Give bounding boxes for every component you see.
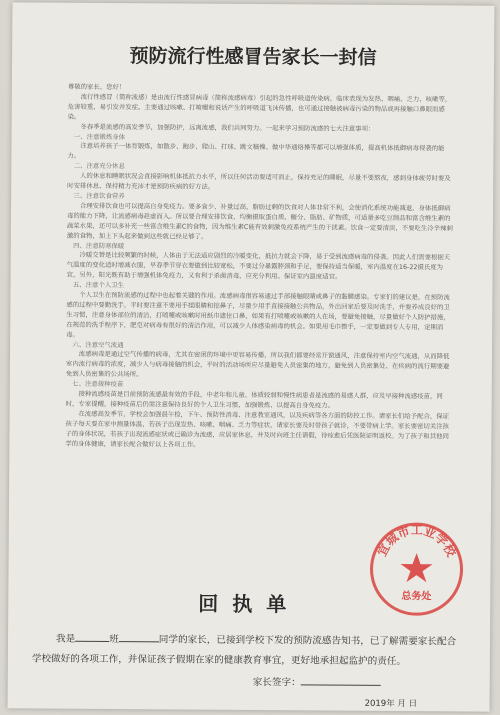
document-page <box>8 2 495 711</box>
section-heading: 六、注意空气流通 <box>72 340 124 349</box>
class-blank-field[interactable] <box>75 631 109 642</box>
greeting: 尊敬的家长，您好！ <box>67 82 126 92</box>
section-heading: 三、注意饮食营养 <box>73 191 125 201</box>
section-heading: 四、注意防寒保暖 <box>73 241 125 250</box>
section-heading: 二、注意充分休息 <box>73 162 125 171</box>
section-text: 注意培养孩子一体育锻炼，如散步、跑步、爬山、打球、跳文稿操、做中华通络操等都可以增强体质，提高机体抵御病毒侵袭的能力。 <box>67 142 445 161</box>
receipt-line-1: 我是 班 同学的家长，已接到学校下发的预防流感告知书，已了解需要家长配合 <box>56 631 466 650</box>
intro-paragraph: 冬春季是流感的高发季节，加强防护，远离流感，我们共同努力。一起来学习预防流感的七大注意事项： <box>80 122 375 133</box>
section-text: 接种流感疫苗是目前预防流感最有效的手段，中老年和儿童、体质较弱和慢性病患者是流感的易感人群，应及早接种流感疫苗，同时，专家提醒，接种疫苗后仍需注意保持良好的个人卫生习惯，加强锻炼、以提高自身免疫力。 <box>65 389 443 410</box>
letter-body <box>65 83 456 452</box>
receipt-date: 2019年 月 日 <box>364 698 418 710</box>
section-text: 人的休息和睡眠状况会直接影响机体抵抗力水平，所以任何活动要适可而止，保持充足的睡眠，尽量不要熬夜，感到身体疲劳时要及时安排休息，保持精力充沛才是预防疾病的好方法。 <box>67 171 451 191</box>
section-heading: 七、注意接种疫苗 <box>72 379 124 389</box>
receipt-title: 回执单 <box>198 591 301 617</box>
section-text: 冷暖交替是比较频繁的时候，人体由于无法适应剧烈的冷暖变化，抵抗力就会下降，易于受到流感病毒的侵袭。因此人们需要根据天气温度的变化适时增减衣服，早春季节穿衣要做到比较宽松，不要过分暴露脖颈和手足，要保持适当保暖，室内温度在16-22摄氏度为宜，另外，阳光既有助于增强机体免疫力，又有利于杀菌消毒，应充分利用。保证室内温度适宜。 <box>66 251 451 281</box>
parent-signature-field[interactable] <box>301 674 381 686</box>
document-title: 预防流行性感冒告家长一封信 <box>129 45 377 69</box>
star-icon <box>400 553 432 582</box>
intro-paragraph: 流行性感冒（简称流感）是由流行性感冒病毒（简称流感病毒）引起的急性呼吸道传染病，临床表现为发热、咽痛、乏力、咳嗽等，危害较重，易引发并发症。主要通过咳嗽、打喷嚏和说话产生的呼吸道飞沫传播，也可通过接触被病毒污染的物品或再接触口鼻眼而感染。 <box>67 92 452 121</box>
section-text: 合理安排饮食也可以提高自身免疫力。要多食少、补量过高，脂肪过剩的饮食对人体非常不利，会使消化系统功能减退，身体抵御病毒的能力下降，让流感病毒趁虚而入。所以要合理安排饮食，均衡摄取蛋白质、糖分、脂肪、矿物质，可适量多吃豆制品和富含维生素的蔬菜水果，还可以多补充一些富含维生素C的食物，因为维生素C能有效刺激免疫系统产生的干扰素。饮食一定要清淡，不要吃生冷辛辣刺激的食物，加上下头起来做到这些就已经足够了。 <box>66 201 453 241</box>
section-heading: 五、注意个人卫生 <box>72 280 125 290</box>
student-name-blank-field[interactable] <box>119 631 159 642</box>
section-heading: 一、注意锻炼身体 <box>73 132 126 141</box>
parent-signature-label: 家长签字： <box>253 674 381 689</box>
stamp-sub: 总务处 <box>401 591 432 603</box>
section-text: 个人卫生在预防流感的过程中也起着关键的作用。流感病毒很容易通过手部接触眼睛或鼻子的黏膜感染。专家们的建议是，在预防流感的过程中要勤洗手，平时要注意不要用手揉眼睛和挖鼻子，尽量少用手直接接触公共物品，外出回家后要及时洗手，并要养成良好的卫生习惯，注意身体部位的清洁，打喷嚏或咳嗽时用纸巾遮住口鼻，如果有打喷嚏或咳嗽的人在场，要避免接触，尽量做好个人防护措施，在规范的洗手程序下，肥皂对病毒有很好的清洁作用，可以减少人体感染病毒的机会。如果用毛巾擦手，一定要做到专人专用，定期消毒。 <box>66 290 450 339</box>
receipt-line-2: 学校做好的各项工作，并保证孩子假期在家的健康教育事宜，更好地承担起监护的责任。 <box>31 653 407 668</box>
stamp-text: 宜城市工业学校 <box>374 523 459 559</box>
closing-paragraph: 在流感高发季节，学校会加强晨午检，下午、预防性消毒、注意教室通风，以及疾病等各方面的防控工作。请家长们给予配合，保证孩子每天要在家中测量体温，若孩子出现发热、咳嗽、咽痛、乏力等症状，请家长要及时带孩子就诊，不要带病上学。家长要密切关注孩子的身体状况，若孩子出现流感症状或已确诊为流感，应居家休息，并及时向班主任请假，待痊愈后凭医院证明返校。为了孩子和其他同学的身体健康，请家长配合做好以上各项工作。 <box>65 409 450 449</box>
section-text: 流感病毒是通过空气传播的病毒，尤其在密闭的环境中更容易传播，所以我们都要经常开窗通风，注意保持室内空气流通，从而降低室内流行病毒的浓度，减少人与病毒接触的机会，平时的活动场所应尽量避免人员密集的地方，避免到人员密集处、在疾病的流行期要避免到人员密集的公共场所。 <box>65 350 450 379</box>
